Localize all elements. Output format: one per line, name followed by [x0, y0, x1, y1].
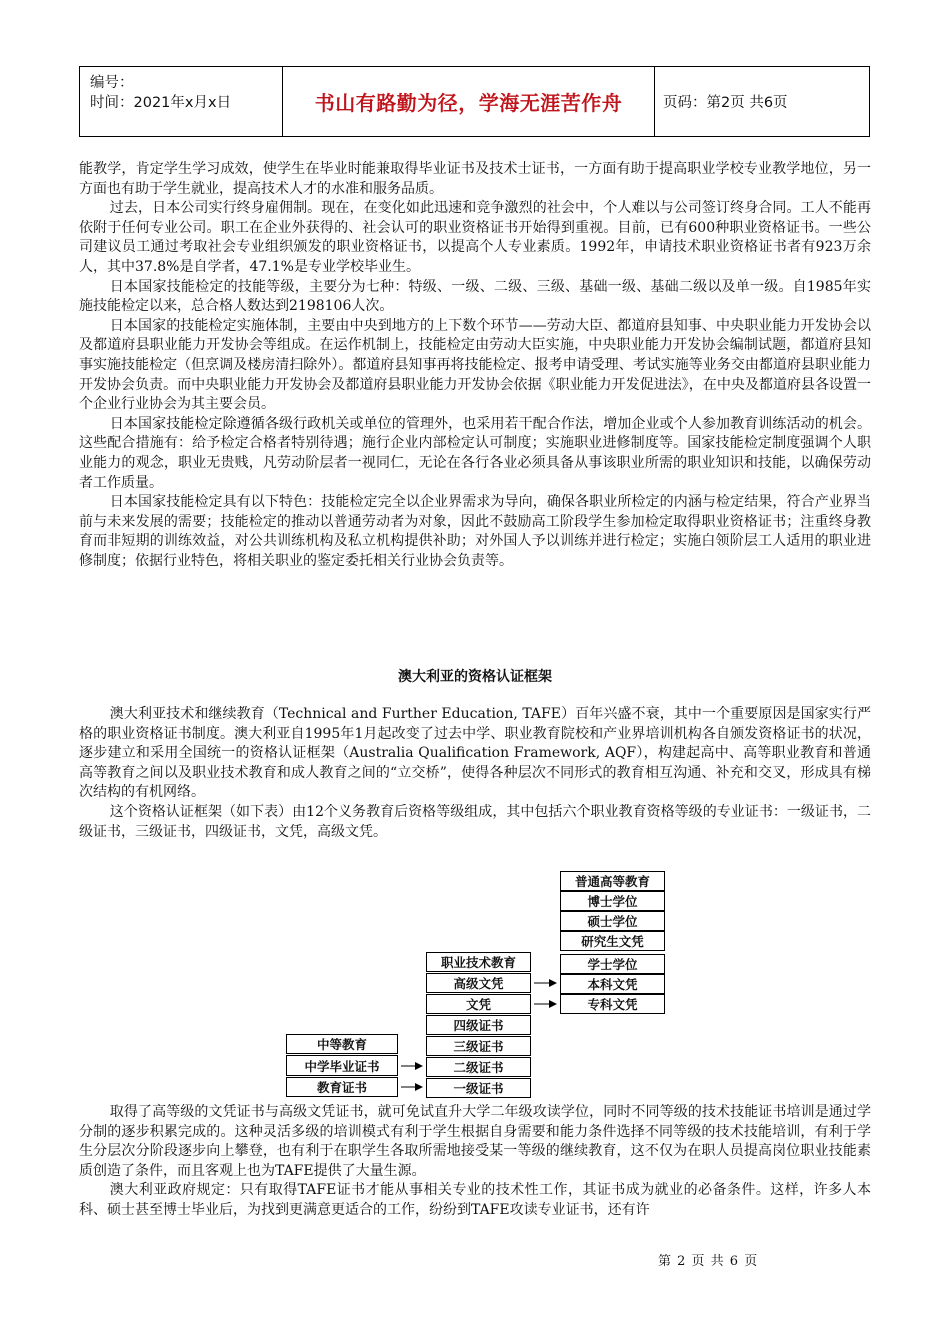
diagram-box-secondary-cert: 教育证书 — [286, 1077, 398, 1097]
diagram-box-vocational-cert: 四级证书 — [426, 1015, 531, 1035]
diagram-box-higher-degree: 硕士学位 — [560, 911, 665, 931]
diagram-box-higher-degree: 学士学位 — [560, 954, 665, 974]
paragraph: 这个资格认证框架（如下表）由12个义务教育后资格等级组成，其中包括六个职业教育资格等级的专业证书：一级证书，二级证书，三级证书，四级证书，文凭，高级文凭。 — [79, 803, 871, 840]
paragraph: 取得了高等级的文凭证书与高级文凭证书，就可免试直升大学二年级攻读学位，同时不同等级的技术技能证书培训是通过学分制的逐步积累完成的。这种灵活多级的培训模式有利于学生根据自身需要和能力条件选择不同等级的技术技能培训，有利于学生分层次分阶段逐步向上攀登，也有利于在职学生各取所需地接受某一等级的继续教育，这不仅为在职人员提高岗位职业技能素质创造了条件，而且客观上也为TAFE提供了大量生源。 — [79, 1104, 871, 1179]
diagram-box-vocational-cert: 三级证书 — [426, 1036, 531, 1056]
diagram-box-higher-degree: 研究生文凭 — [560, 931, 665, 951]
diagram-box-vocational-cert: 二级证书 — [426, 1057, 531, 1077]
australia-section — [79, 705, 871, 842]
paragraph: 澳大利亚技术和继续教育（Technical and Further Education, TAFE）百年兴盛不衰，其中一个重要原因是国家实行严格的职业资格证书制度。澳大利亚自1995年1月起改变了过去中学、职业教育院校和产业界培训机构各自颁发资格证书的状况，逐步建立和采用全国统一的资格认证框架（Australia Qualification Framework, AQF），构建起高中、高等职业教育和普通高等教育之间以及职业技术教育和成人教育之间的“立交桥”，使得各种层次不同形式的教育相互沟通、补充和交叉，形成具有梯次结构的有机网络。 — [79, 706, 871, 801]
diagram-box-vocational-cert: 文凭 — [426, 994, 531, 1014]
document-time-label: 时间：2021年x月x日 — [90, 95, 232, 111]
document-number-label: 编号： — [90, 75, 134, 91]
paragraph: 澳大利亚政府规定：只有取得TAFE证书才能从事相关专业的技术性工作，其证书成为就业的必备条件。这样，许多人本科、硕士甚至博士毕业后，为找到更满意更适合的工作，纷纷到TAFE攻读专业证书，还有许 — [79, 1182, 871, 1218]
section-title: 澳大利亚的资格认证框架 — [398, 669, 552, 685]
japan-section — [79, 160, 871, 571]
header-page-number: 页码：第2页 共6页 — [663, 95, 788, 111]
diagram-box-higher-degree: 本科文凭 — [560, 974, 665, 994]
paragraph: 日本国家技能检定除遵循各级行政机关或单位的管理外，也采用若干配合作法，增加企业或个人参加教育训练活动的机会。这些配合措施有：给予检定合格者特别待遇；施行企业内部检定认可制度；实施职业进修制度等。国家技能检定制度强调个人职业能力的观念，职业无贵贱，凡劳动阶层者一视同仁，无论在各行各业必须具备从事该职业所需的职业知识和技能，以确保劳动者工作质量。 — [79, 415, 871, 491]
diagram-box-secondary-header: 中等教育 — [286, 1034, 398, 1054]
paragraph: 日本国家技能检定的技能等级，主要分为七种：特级、一级、二级、三级、基础一级、基础二级以及单一级。自1985年实施技能检定以来，总合格人数达到2198106人次。 — [79, 278, 871, 315]
header-meta — [80, 67, 283, 136]
page-footer: 第 2 页 共 6 页 — [658, 1254, 759, 1269]
paragraph: 过去，日本公司实行终身雇佣制。现在，在变化如此迅速和竞争激烈的社会中，个人难以与公司签订终身合同。工人不能再依附于任何专业公司。职工在企业外获得的、社会认可的职业资格证书开始得到重视。目前，已有600种职业资格证书。一些公司建议员工通过考取社会专业组织颁发的职业资格证书，以提高个人专业素质。1992年，申请技术职业资格证书者有923万余人，其中37.8%是自学者，47.1%是专业学校毕业生。 — [79, 200, 871, 275]
diagram-box-higher-header: 普通高等教育 — [560, 871, 665, 891]
diagram-box-higher-degree: 博士学位 — [560, 891, 665, 911]
page-header — [79, 66, 870, 137]
diagram-box-vocational-cert: 高级文凭 — [426, 973, 531, 993]
diagram-box-higher-degree: 专科文凭 — [560, 994, 665, 1014]
header-motto: 书山有路勤为径，学海无涯苦作舟 — [283, 67, 655, 136]
paragraph: 能教学，肯定学生学习成效，使学生在毕业时能兼取得毕业证书及技术士证书，一方面有助于提高职业学校专业教学地位，另一方面也有助于学生就业，提高技术人才的水准和服务品质。 — [79, 161, 871, 197]
diagram-box-vocational-cert: 一级证书 — [426, 1078, 531, 1098]
australia-section-continued — [79, 1103, 871, 1221]
diagram-box-vocational-header: 职业技术教育 — [426, 952, 531, 972]
diagram-box-secondary-cert: 中学毕业证书 — [286, 1055, 398, 1076]
paragraph: 日本国家的技能检定实施体制，主要由中央到地方的上下数个环节——劳动大臣、都道府县知事、中央职业能力开发协会以及都道府县职业能力开发协会等组成。在运作机制上，技能检定由劳动大臣实施，中央职业能力开发协会编制试题，都道府县知事实施技能检定（但烹调及楼房清扫除外）。都道府县知事再将技能检定、报考申请受理、考试实施等业务交由都道府县职业能力开发协会负责。而中央职业能力开发协会及都道府县职业能力开发协会依据《职业能力开发促进法》，在中央及都道府县各设置一个企业行业协会为其主要会员。 — [79, 317, 871, 413]
paragraph: 日本国家技能检定具有以下特色：技能检定完全以企业界需求为导向，确保各职业所检定的内涵与检定结果，符合产业界当前与未来发展的需要；技能检定的推动以普通劳动者为对象，因此不鼓励高工阶段学生参加检定取得职业资格证书；注重终身教育而非短期的训练效益，对公共训练机构及私立机构提供补助；对外国人予以训练并进行检定；实施白领阶层工人适用的职业进修制度；依据行业特色，将相关职业的鉴定委托相关行业协会负责等。 — [79, 494, 871, 569]
